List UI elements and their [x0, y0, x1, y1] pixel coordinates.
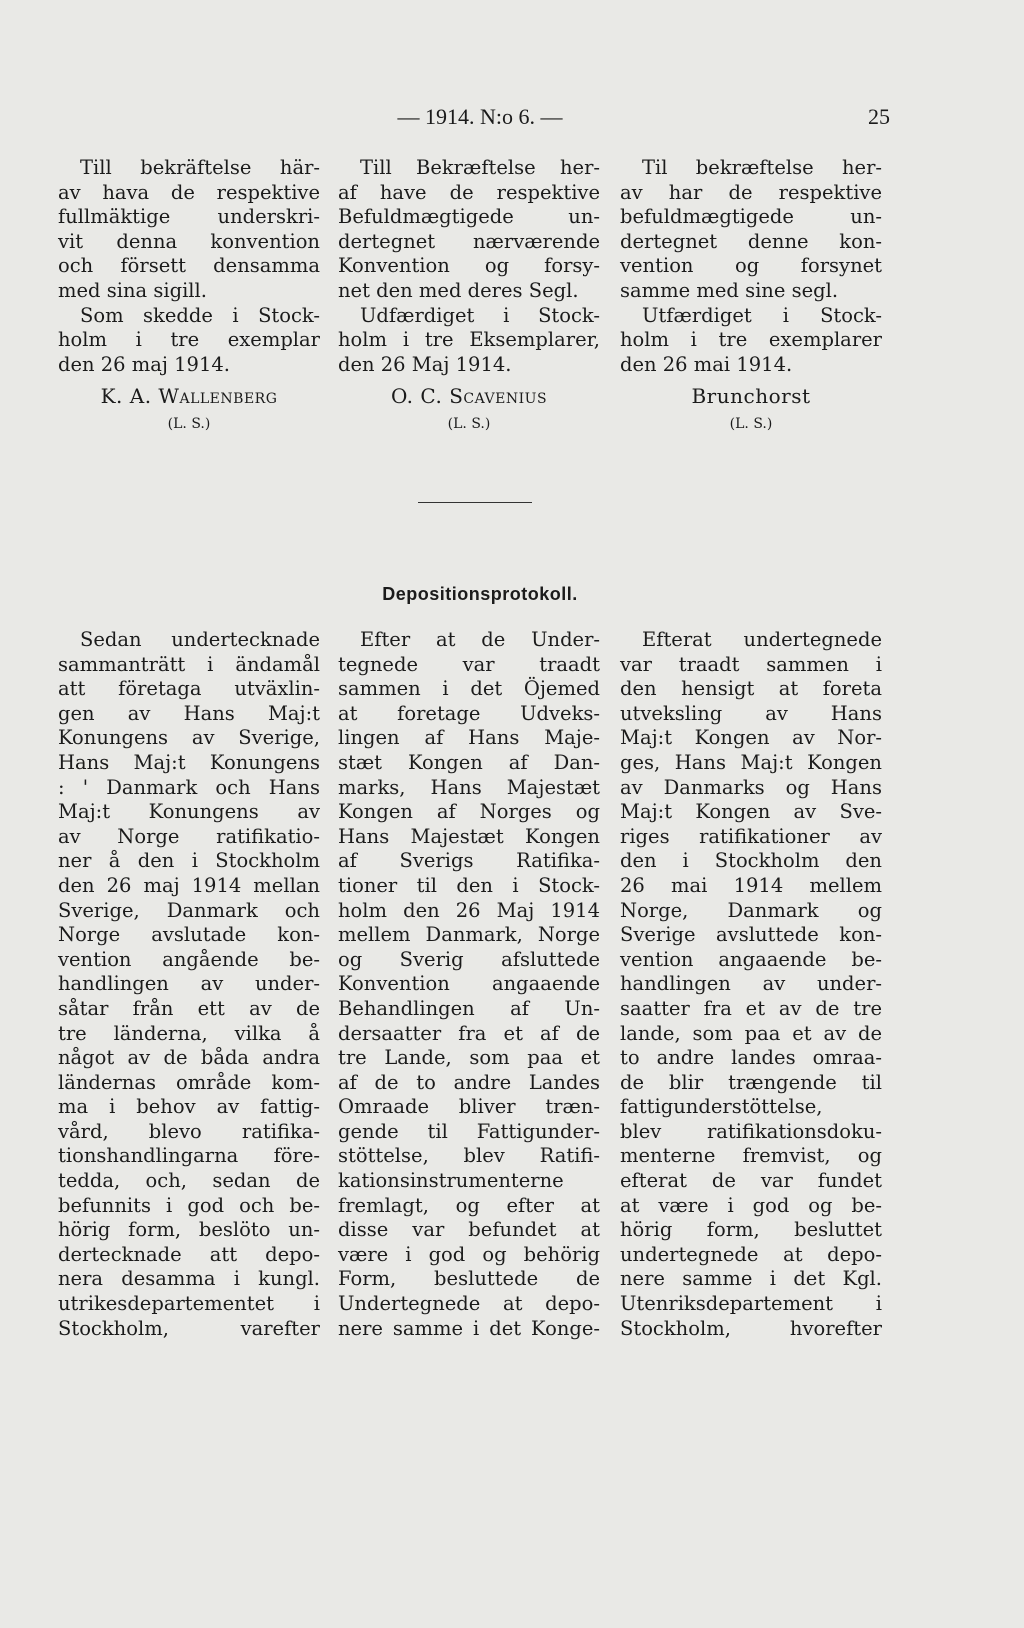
text-line: tedda, och, sedan de [58, 1169, 320, 1193]
text-line: tre Lande, som paa et [338, 1046, 600, 1070]
text-line: Konvention og forsy- [338, 254, 600, 278]
text-line: dersaatter fra et af de [338, 1021, 600, 1045]
text-line: var traadt sammen i [620, 652, 882, 676]
deposition-swedish [58, 628, 320, 1341]
text-line: Hans Majestæt Kongen [338, 824, 600, 848]
text-line: av Danmarks og Hans [620, 775, 882, 799]
text-line: att företaga utväxlin- [58, 677, 320, 701]
text-line: Behandlingen af Un- [338, 996, 600, 1020]
text-line: Maj:t Kongen av Sve- [620, 800, 882, 824]
text-line: med sina sigill. [58, 278, 207, 302]
text-line: at være i god og be- [620, 1193, 882, 1217]
text-line: Sverige, Danmark och [58, 898, 320, 922]
text-line: tioner til den i Stock- [338, 873, 600, 897]
text-line: handlingen av under- [58, 972, 320, 996]
text-line: lingen af Hans Maje- [338, 726, 600, 750]
text-line: af Sverigs Ratifika- [338, 849, 600, 873]
text-line: at foretage Udveks- [338, 701, 600, 725]
signature-swedish: K. A. Wallenberg [100, 384, 278, 408]
text-line: nere samme i det Kgl. [620, 1267, 882, 1291]
text-line: utveksling av Hans [620, 701, 882, 725]
text-line: vention og forsynet [620, 254, 882, 278]
text-line: net den med deres Segl. [338, 278, 579, 302]
text-line: Til bekræftelse her- [642, 156, 882, 179]
ratification-norwegian [620, 156, 882, 377]
text-line: efterat de var fundet [620, 1169, 882, 1193]
text-line: og Sverig afsluttede [338, 947, 600, 971]
page-number: 25 [868, 104, 890, 129]
signature-norwegian: Brunchorst [691, 384, 811, 408]
section-title: Depositionsprotokoll. [382, 584, 578, 604]
ratification-swedish [58, 156, 320, 377]
text-line: holm i tre Eksemplarer, [338, 328, 600, 352]
text-line: befuldmægtigede un- [620, 205, 882, 229]
signature-danish: O. C. Scavenius [390, 384, 548, 408]
text-line: samme med sine segl. [620, 278, 839, 302]
text-line: handlingen av under- [620, 972, 882, 996]
text-line: nere samme i det Konge- [338, 1316, 600, 1340]
text-line: och försett densamma [58, 254, 320, 278]
text-line: dertecknade att depo- [58, 1242, 320, 1266]
text-line: dertegnet nærværende [338, 229, 600, 253]
text-line: utrikesdepartementet i [58, 1292, 320, 1316]
text-line: fremlagt, og efter at [338, 1193, 600, 1217]
text-line: den 26 mai 1914. [620, 352, 793, 376]
text-line: Omraade bliver træn- [338, 1095, 600, 1119]
text-line: stöttelse, blev Ratifi- [338, 1144, 600, 1168]
text-line: vention angående be- [58, 947, 320, 971]
text-line: Konvention angaaende [338, 972, 600, 996]
text-line: av hava de respektive [58, 180, 320, 204]
text-line: Utenriksdepartement i [620, 1292, 882, 1316]
text-line: holm i tre exemplar [58, 328, 320, 352]
text-line: Till bekräftelse här- [80, 156, 320, 179]
text-line: hörig form, besluttet [620, 1218, 882, 1242]
text-line: Konungens av Sverige, [58, 726, 320, 750]
text-line: Norge, Danmark og [620, 898, 882, 922]
text-line: den i Stockholm den [620, 849, 882, 873]
text-line: av Norge ratifikatio- [58, 824, 320, 848]
text-line: Maj:t Kongen av Nor- [620, 726, 882, 750]
text-line: blev ratifikationsdoku- [620, 1119, 882, 1143]
text-line: Hans Maj:t Konungens [58, 750, 320, 774]
section-divider [418, 502, 532, 503]
text-line: vention angaaende be- [620, 947, 882, 971]
text-line: gende til Fattigunder- [338, 1119, 600, 1143]
text-line: sammen i det Öjemed [338, 677, 600, 701]
text-line: något av de båda andra [58, 1046, 320, 1070]
text-line: den hensigt at foreta [620, 677, 882, 701]
text-line: Maj:t Konungens av [58, 800, 320, 824]
text-line: Undertegnede at depo- [338, 1292, 600, 1316]
text-line: fattigunderstöttelse, [620, 1095, 823, 1119]
text-line: af have de respektive [338, 180, 600, 204]
text-line: dertegnet denne kon- [620, 229, 882, 253]
text-line: Norge avslutade kon- [58, 923, 320, 947]
text-line: to andre landes omraa- [620, 1046, 882, 1070]
seal-swedish: (L. S.) [167, 416, 211, 432]
text-line: vård, blevo ratifika- [58, 1119, 320, 1143]
text-line: ländernas område kom- [58, 1070, 320, 1094]
text-line: Till Bekræftelse her- [360, 156, 600, 179]
text-line: ma i behov av fattig- [58, 1095, 320, 1119]
text-line: saatter fra et av de tre [620, 996, 882, 1020]
text-line: Efterat undertegnede [642, 628, 882, 651]
text-line: gen av Hans Maj:t [58, 701, 320, 725]
text-line: Utfærdiget i Stock- [642, 303, 882, 327]
text-line: sammanträtt i ändamål [58, 652, 320, 676]
text-line: den 26 maj 1914 mellan [58, 873, 320, 897]
text-line: såtar från ett av de [58, 996, 320, 1020]
header-title: — 1914. N:o 6. — [397, 104, 563, 129]
text-line: den 26 Maj 1914. [338, 352, 512, 376]
text-line: befunnits i god och be- [58, 1193, 320, 1217]
text-line: Udfærdiget i Stock- [360, 303, 600, 327]
text-line: Stockholm, varefter [58, 1316, 320, 1340]
seal-norwegian: (L. S.) [729, 416, 773, 432]
text-line: være i god og behörig [338, 1242, 600, 1266]
seal-danish: (L. S.) [447, 416, 491, 432]
text-line: ges, Hans Maj:t Kongen [620, 750, 882, 774]
text-line: Sverige avsluttede kon- [620, 923, 882, 947]
ratification-danish [338, 156, 600, 377]
text-line: Form, besluttede de [338, 1267, 600, 1291]
text-line: fullmäktige underskri- [58, 205, 320, 229]
text-line: Efter at de Under- [360, 628, 600, 651]
text-line: hörig form, beslöto un- [58, 1218, 320, 1242]
text-line: Sedan undertecknade [80, 628, 320, 651]
text-line: av har de respektive [620, 180, 882, 204]
text-line: holm den 26 Maj 1914 [338, 898, 600, 922]
text-line: menterne fremvist, og [620, 1144, 882, 1168]
text-line: af de to andre Landes [338, 1070, 600, 1094]
text-line: holm i tre exemplarer [620, 328, 882, 352]
text-line: Som skedde i Stock- [80, 303, 320, 327]
text-line: tionshandlingarna före- [58, 1144, 320, 1168]
text-line: : ' Danmark och Hans [58, 775, 320, 799]
text-line: tegnede var traadt [338, 652, 600, 676]
text-line: ner å den i Stockholm [58, 849, 320, 873]
text-line: riges ratifikationer av [620, 824, 882, 848]
text-line: disse var befundet at [338, 1218, 600, 1242]
text-line: kationsinstrumenterne [338, 1169, 564, 1193]
text-line: Befuldmægtigede un- [338, 205, 600, 229]
text-line: tre länderna, vilka å [58, 1021, 320, 1045]
text-line: nera desamma i kungl. [58, 1267, 320, 1291]
text-line: de blir trængende til [620, 1070, 882, 1094]
text-line: Stockholm, hvorefter [620, 1316, 882, 1340]
deposition-danish [338, 628, 600, 1341]
text-line: den 26 maj 1914. [58, 352, 230, 376]
text-line: lande, som paa et av de [620, 1021, 882, 1045]
text-line: marks, Hans Majestæt [338, 775, 600, 799]
text-line: stæt Kongen af Dan- [338, 750, 600, 774]
text-line: Kongen af Norges og [338, 800, 600, 824]
running-header [0, 104, 1024, 138]
text-line: vit denna konvention [58, 229, 320, 253]
text-line: undertegnede at depo- [620, 1242, 882, 1266]
text-line: 26 mai 1914 mellem [620, 873, 882, 897]
deposition-norwegian [620, 628, 882, 1341]
text-line: mellem Danmark, Norge [338, 923, 600, 947]
